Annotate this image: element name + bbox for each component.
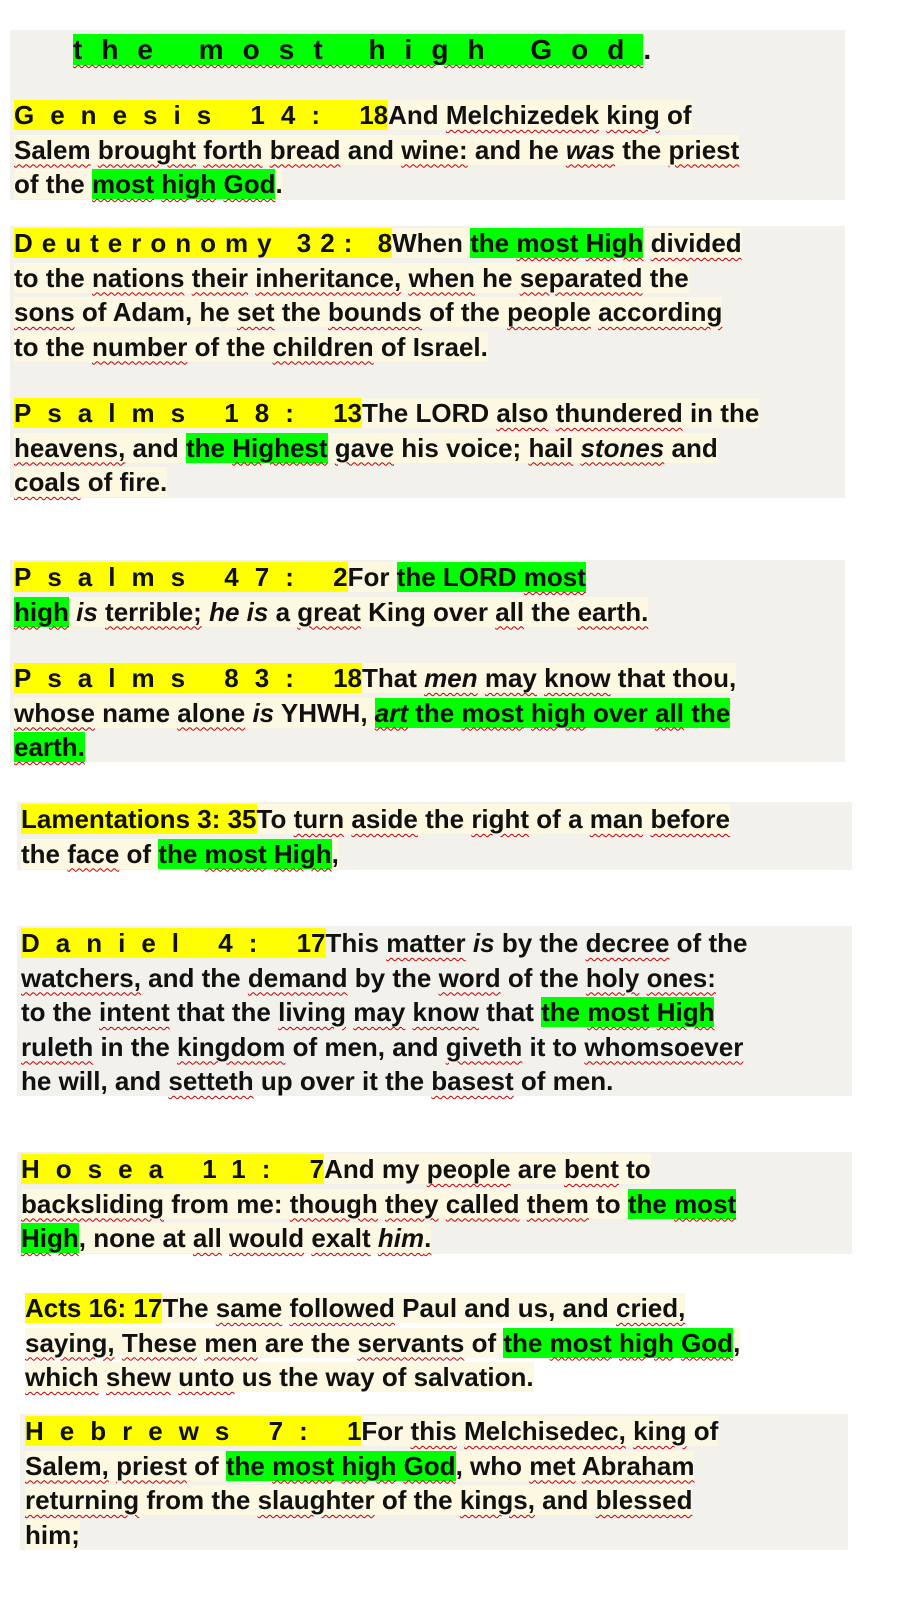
verse-reference: Psalms 47: (14, 562, 334, 592)
verse-text: And my people are bent to (324, 1154, 651, 1184)
verse-line (21, 1066, 613, 1096)
verse-line (25, 1293, 685, 1323)
verse-text: ruleth in the kingdom of men, and giveth it to whomsoever (21, 1031, 744, 1062)
verse-text: And Melchizedek king of (388, 100, 692, 130)
verse-line (21, 928, 747, 958)
verse-line (21, 997, 714, 1027)
verse-number: 17 (296, 928, 326, 958)
verse-number: 8 (377, 228, 393, 258)
verse-line (25, 1416, 718, 1446)
verse-text: backsliding from me: though they called them to the most (21, 1188, 737, 1219)
verse-text: heavens, and the Highest gave his voice; hail stones and (14, 432, 718, 463)
verse-text: he will, and setteth up over it the basest of men. (21, 1066, 614, 1096)
verse-line (14, 100, 692, 130)
verse-text: Salem, priest of the most high God, who met Abraham (25, 1450, 695, 1481)
verse-text: coals of fire. (14, 467, 168, 497)
verse-reference: Psalms 83: (14, 663, 334, 693)
verse-line (14, 433, 718, 463)
verse-line (14, 332, 488, 362)
verse-line (21, 839, 339, 869)
verse-text: sons of Adam, he set the bounds of the people according (14, 297, 723, 327)
verse-number: 35 (227, 804, 257, 834)
verse-text: whose name alone is YHWH, art the most high over all the (14, 697, 731, 728)
verse-psalms-47-2 (14, 560, 648, 629)
verse-deuteronomy-32-8 (14, 226, 742, 364)
verse-hebrews-7-1 (25, 1414, 718, 1552)
verse-text: to the intent that the living may know that the most High (21, 997, 715, 1027)
verse-line (14, 297, 722, 327)
verse-text: high is terrible; he is a great King over all the earth. (14, 596, 649, 627)
verse-psalms-83-18 (14, 661, 736, 765)
verse-text: For this Melchisedec, king of (361, 1416, 719, 1446)
title-text: the most high God (73, 34, 644, 65)
verse-line (25, 1451, 694, 1481)
verse-number: 2 (333, 562, 348, 592)
verse-reference: Genesis 14: (14, 100, 360, 130)
verse-reference: Daniel 4: (21, 928, 297, 958)
verse-text: Salem brought forth bread and wine: and he was the priest (14, 134, 740, 165)
verse-line (14, 562, 586, 592)
verse-line (25, 1362, 534, 1392)
verse-text: to the number of the children of Israel. (14, 331, 488, 362)
verse-text: The same followed Paul and us, and cried, (162, 1293, 686, 1323)
verse-reference: Hosea 11: (21, 1154, 310, 1184)
verse-line (25, 1328, 740, 1358)
verse-text: earth. (14, 732, 85, 762)
verse-line (21, 1154, 651, 1184)
verse-line (14, 169, 283, 199)
verse-hosea-11-7 (21, 1152, 736, 1256)
verse-text: returning from the slaughter of the kings, and blessed (25, 1485, 693, 1515)
verse-line (14, 698, 730, 728)
verse-text: To turn aside the right of a man before (256, 804, 730, 834)
verse-number: 18 (333, 663, 363, 693)
verse-number: 17 (133, 1293, 163, 1323)
verse-line (14, 263, 689, 293)
verse-text: That men may know that thou, (362, 663, 737, 693)
verse-number: 13 (333, 398, 363, 428)
verse-psalms-18-13 (14, 396, 759, 500)
verse-lamentations-3-35 (21, 802, 730, 871)
verse-line (21, 1223, 431, 1253)
verse-reference: Hebrews 7: (25, 1416, 347, 1446)
verse-number: 1 (346, 1416, 362, 1446)
verse-line (21, 804, 730, 834)
verse-line (14, 135, 739, 165)
verse-daniel-4-17 (21, 926, 747, 1099)
verse-text: For the LORD most (347, 562, 586, 592)
verse-acts-16-17 (25, 1291, 740, 1395)
verse-line (21, 1032, 743, 1062)
verse-number: 7 (309, 1154, 325, 1184)
verse-line (25, 1520, 80, 1550)
verse-text: to the nations their inheritance, when he separated the (14, 262, 689, 293)
verse-line (14, 228, 742, 258)
verse-text: When the most High divided (392, 228, 742, 258)
verse-reference: Acts 16: (25, 1293, 134, 1323)
verse-text: watchers, and the demand by the word of the holy ones: (21, 962, 716, 993)
verse-text: This matter is by the decree of the (325, 928, 748, 958)
verse-line (25, 1485, 692, 1515)
title-period: . (643, 34, 652, 65)
verse-line (14, 467, 167, 497)
verse-text: the face of the most High, (21, 838, 339, 869)
verse-text: saying, These men are the servants of the most high God, (25, 1327, 741, 1358)
page-title (73, 33, 651, 67)
verse-text: of the most high God. (14, 169, 283, 199)
verse-line (14, 398, 759, 428)
verse-text: which shew unto us the way of salvation. (25, 1362, 534, 1392)
verse-line (14, 597, 648, 627)
verse-number: 18 (359, 100, 389, 130)
verse-reference: Psalms 18: (14, 398, 334, 428)
verse-reference: Deuteronomy 32: (14, 228, 378, 258)
verse-genesis-14-18 (14, 98, 739, 202)
verse-line (21, 963, 716, 993)
verse-line (14, 663, 736, 693)
verse-text: him; (25, 1519, 80, 1550)
verse-line (14, 732, 85, 762)
verse-text: High, none at all would exalt him. (21, 1223, 432, 1253)
verse-line (21, 1189, 736, 1219)
verse-text: The LORD also thundered in the (362, 398, 760, 428)
verse-reference: Lamentations 3: (21, 804, 228, 834)
